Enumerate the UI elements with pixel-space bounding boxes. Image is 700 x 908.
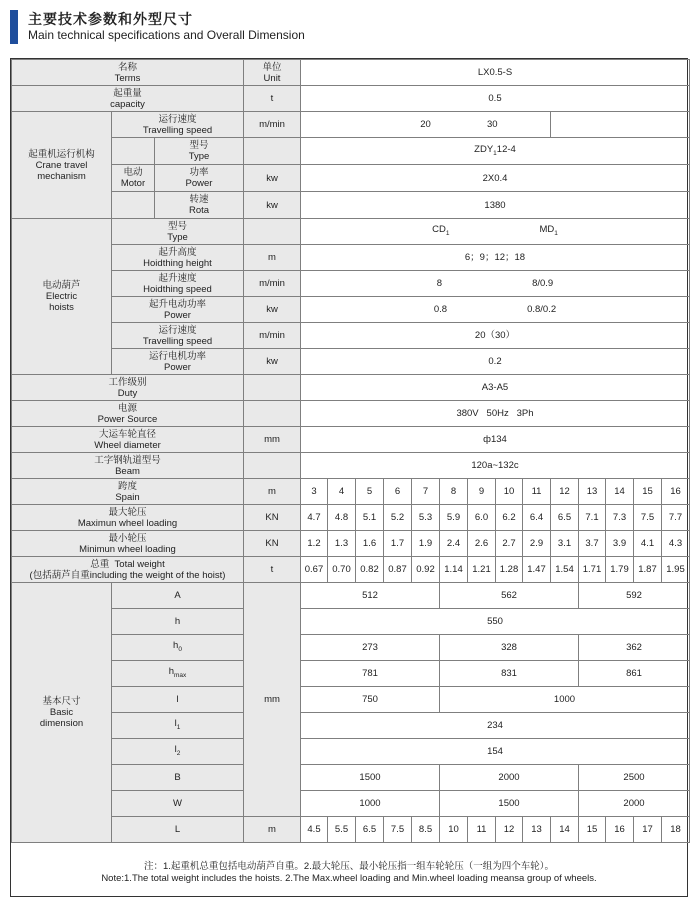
- min-load-unit: KN: [244, 531, 301, 557]
- hoist-travel-value: 20（30）: [301, 323, 690, 349]
- dim-L-cell: 8.5: [412, 817, 440, 843]
- weight-cell: 1.21: [468, 557, 496, 583]
- max-load-cell: 5.2: [384, 505, 412, 531]
- footnote: [11, 861, 687, 885]
- dim-W-label: W: [112, 791, 244, 817]
- table-row: [12, 297, 690, 323]
- span-cell: 11: [523, 479, 551, 505]
- motor-spacer: [112, 138, 155, 164]
- span-label: 跨度 Spain: [12, 479, 244, 505]
- table-row: [12, 765, 690, 791]
- hoist-height-label: 起升高度 Hoidthing height: [112, 245, 244, 271]
- dim-L-cell: 5.5: [328, 817, 356, 843]
- table-row: [12, 245, 690, 271]
- dim-B-label: B: [112, 765, 244, 791]
- span-cell: 9: [468, 479, 496, 505]
- min-load-label: 最小轮压 Minimun wheel loading: [12, 531, 244, 557]
- min-load-cell: 3.9: [606, 531, 634, 557]
- weight-cell: 1.71: [579, 557, 606, 583]
- title-english: Main technical specifications and Overall Dimension: [28, 28, 305, 42]
- weight-cell: 1.28: [496, 557, 523, 583]
- table-row: [12, 375, 690, 401]
- crane-travel-value-1: 20: [301, 112, 551, 138]
- table-row: [12, 609, 690, 635]
- span-cell: 14: [606, 479, 634, 505]
- dim-A-value: 562: [440, 583, 579, 609]
- dim-B-value: 2000: [440, 765, 579, 791]
- crane-travel-value-2: 30: [551, 112, 690, 138]
- weight-unit: t: [244, 557, 301, 583]
- min-load-cell: 3.7: [579, 531, 606, 557]
- dim-L-cell: 14: [551, 817, 579, 843]
- max-load-cell: 5.9: [440, 505, 468, 531]
- table-row: [12, 713, 690, 739]
- dim-h0-label: $h_0$: [112, 635, 244, 661]
- max-load-cell: 7.3: [606, 505, 634, 531]
- table-row: [12, 453, 690, 479]
- min-load-cell: 1.9: [412, 531, 440, 557]
- beam-value: 120a~132c: [301, 453, 690, 479]
- head-unit-cell: 单位 Unit: [244, 60, 301, 86]
- hoist-tpower-value: 0.2: [301, 349, 690, 375]
- max-load-cell: 6.0: [468, 505, 496, 531]
- hoist-tpower-label: 运行电机功率 Power: [112, 349, 244, 375]
- crane-power-cell: 电动 Motor 功率 Power: [112, 165, 244, 192]
- span-cell: 4: [328, 479, 356, 505]
- dim-h0-value: 328: [440, 635, 579, 661]
- max-load-cell: 4.7: [301, 505, 328, 531]
- crane-type-unit: [244, 138, 301, 165]
- table-row: [12, 661, 690, 687]
- span-unit: m: [244, 479, 301, 505]
- hoist-type-value: $CD_1$ $MD_1$: [301, 219, 690, 245]
- min-load-cell: 2.4: [440, 531, 468, 557]
- span-cell: 10: [496, 479, 523, 505]
- dim-hmax-value: 831: [440, 661, 579, 687]
- table-row: [12, 583, 690, 609]
- max-load-unit: KN: [244, 505, 301, 531]
- weight-cell: 1.14: [440, 557, 468, 583]
- motor-spacer: [112, 192, 155, 218]
- min-load-cell: 3.1: [551, 531, 579, 557]
- dims-group-label: 基本尺寸 Basic dimension: [12, 583, 112, 843]
- max-load-cell: 5.3: [412, 505, 440, 531]
- max-load-cell: 5.1: [356, 505, 384, 531]
- min-load-cell: 4.3: [662, 531, 690, 557]
- crane-group-label: 起重机运行机构 Crane travel mechanism: [12, 112, 112, 219]
- footnote-chinese: 注：1.起重机总重包括电动葫芦自重。2.最大轮压、最小轮压指一组车轮轮压（一组为四个车轮）。: [143, 861, 555, 872]
- weight-cell: 1.95: [662, 557, 690, 583]
- table-row: [12, 60, 690, 86]
- dim-h-label: h: [112, 609, 244, 635]
- dim-L-cell: 11: [468, 817, 496, 843]
- table-row: [12, 86, 690, 112]
- crane-type-cell: 型号 Type: [112, 138, 244, 165]
- dim-B-value: 2500: [579, 765, 690, 791]
- beam-label: 工字钢轨道型号 Beam: [12, 453, 244, 479]
- span-cell: 16: [662, 479, 690, 505]
- span-cell: 6: [384, 479, 412, 505]
- hoist-height-unit: m: [244, 245, 301, 271]
- table-row: [12, 739, 690, 765]
- span-cell: 12: [551, 479, 579, 505]
- crane-rota-value: 1380: [301, 192, 690, 219]
- table-row: [12, 479, 690, 505]
- span-cell: 7: [412, 479, 440, 505]
- table-row: [12, 791, 690, 817]
- dim-h0-value: 273: [301, 635, 440, 661]
- power-source-label: 电源 Power Source: [12, 401, 244, 427]
- header-accent-bar: [10, 10, 18, 44]
- min-load-cell: 4.1: [634, 531, 662, 557]
- hoist-group-label: 电动葫芦 Electric hoists: [12, 219, 112, 375]
- dim-l-value: 1000: [440, 687, 690, 713]
- wheel-unit: mm: [244, 427, 301, 453]
- min-load-cell: 2.9: [523, 531, 551, 557]
- weight-cell: 0.70: [328, 557, 356, 583]
- max-load-cell: 6.4: [523, 505, 551, 531]
- dim-W-value: 1000: [301, 791, 440, 817]
- motor-label: 电动 Motor: [112, 165, 155, 191]
- weight-cell: 0.67: [301, 557, 328, 583]
- max-load-cell: 7.5: [634, 505, 662, 531]
- dim-L-cell: 4.5: [301, 817, 328, 843]
- crane-type-value: $ZDY_112-4$: [301, 138, 690, 165]
- hoist-power-label: 起升电动功率 Power: [112, 297, 244, 323]
- table-row: [12, 323, 690, 349]
- hoist-type-label: 型号 Type: [112, 219, 244, 245]
- dim-L-cell: 17: [634, 817, 662, 843]
- dim-A-value: 592: [579, 583, 690, 609]
- max-load-cell: 4.8: [328, 505, 356, 531]
- dim-l1-value: 234: [301, 713, 690, 739]
- weight-label: 总重 Total weight (包括葫芦自重including the weight of the hoist): [12, 557, 244, 583]
- min-load-cell: 1.7: [384, 531, 412, 557]
- span-cell: 5: [356, 479, 384, 505]
- dim-A-value: 512: [301, 583, 440, 609]
- beam-unit: [244, 453, 301, 479]
- min-load-cell: 2.6: [468, 531, 496, 557]
- dim-L-cell: 18: [662, 817, 690, 843]
- dim-L-unit: m: [244, 817, 301, 843]
- min-load-cell: 1.6: [356, 531, 384, 557]
- table-row: [12, 219, 690, 245]
- table-row: [12, 505, 690, 531]
- dim-L-cell: 13: [523, 817, 551, 843]
- spec-table: [11, 59, 690, 843]
- power-source-unit: [244, 401, 301, 427]
- table-row: [12, 192, 690, 219]
- table-row: [12, 165, 690, 192]
- hoist-power-unit: kw: [244, 297, 301, 323]
- dim-L-cell: 12: [496, 817, 523, 843]
- weight-cell: 0.92: [412, 557, 440, 583]
- dim-B-value: 1500: [301, 765, 440, 791]
- crane-rota-unit: kw: [244, 192, 301, 219]
- max-load-label: 最大轮压 Maximun wheel loading: [12, 505, 244, 531]
- dim-W-value: 2000: [579, 791, 690, 817]
- dim-L-label: L: [112, 817, 244, 843]
- dim-l2-label: $l_2$: [112, 739, 244, 765]
- capacity-value: 0.5: [301, 86, 690, 112]
- span-cell: 3: [301, 479, 328, 505]
- weight-cell: 1.79: [606, 557, 634, 583]
- dim-l-label: l: [112, 687, 244, 713]
- weight-cell: 1.87: [634, 557, 662, 583]
- hoist-tpower-unit: kw: [244, 349, 301, 375]
- hoist-type-unit: [244, 219, 301, 245]
- table-row: [12, 271, 690, 297]
- title-chinese: 主要技术参数和外型尺寸: [28, 11, 193, 27]
- weight-cell: 1.54: [551, 557, 579, 583]
- table-row: [12, 138, 690, 165]
- crane-rota-cell: 转速 Rota: [112, 192, 244, 219]
- dim-A-label: A: [112, 583, 244, 609]
- table-row: [12, 349, 690, 375]
- hoist-travel-unit: m/min: [244, 323, 301, 349]
- hoist-height-value: 6；9；12；18: [301, 245, 690, 271]
- dim-h-value: 550: [301, 609, 690, 635]
- weight-cell: 1.47: [523, 557, 551, 583]
- dim-W-value: 1500: [440, 791, 579, 817]
- span-cell: 15: [634, 479, 662, 505]
- max-load-cell: 7.1: [579, 505, 606, 531]
- duty-value: A3-A5: [301, 375, 690, 401]
- weight-cell: 0.87: [384, 557, 412, 583]
- capacity-unit: t: [244, 86, 301, 112]
- crane-power-unit: kw: [244, 165, 301, 192]
- table-row: [12, 817, 690, 843]
- power-source-value: 380V 50Hz 3Ph: [301, 401, 690, 427]
- span-cell: 13: [579, 479, 606, 505]
- dim-hmax-value: 861: [579, 661, 690, 687]
- head-model-cell: LX0.5-S: [301, 60, 690, 86]
- dim-L-cell: 16: [606, 817, 634, 843]
- dim-hmax-label: $h_{max}$: [112, 661, 244, 687]
- dim-hmax-value: 781: [301, 661, 440, 687]
- head-name-cell: 名称 Terms: [12, 60, 244, 86]
- dim-l1-label: $l_1$: [112, 713, 244, 739]
- dim-h0-value: 362: [579, 635, 690, 661]
- hoist-speed-value: 8 8/0.9: [301, 271, 690, 297]
- table-row: [12, 401, 690, 427]
- table-row: [12, 635, 690, 661]
- min-load-cell: 2.7: [496, 531, 523, 557]
- dim-L-cell: 7.5: [384, 817, 412, 843]
- hoist-speed-unit: m/min: [244, 271, 301, 297]
- crane-power-value: 2X0.4: [301, 165, 690, 192]
- hoist-speed-label: 起升速度 Hoidthing speed: [112, 271, 244, 297]
- wheel-value: ф134: [301, 427, 690, 453]
- table-row: [12, 112, 690, 138]
- hoist-power-value: 0.8 0.8/0.2: [301, 297, 690, 323]
- table-row: [12, 687, 690, 713]
- crane-travel-label: 运行速度 Travelling speed: [112, 112, 244, 138]
- dim-L-cell: 6.5: [356, 817, 384, 843]
- dim-l2-value: 154: [301, 739, 690, 765]
- crane-travel-unit: m/min: [244, 112, 301, 138]
- dim-L-cell: 10: [440, 817, 468, 843]
- duty-label: 工作级别 Duty: [12, 375, 244, 401]
- wheel-label: 大运车轮直径 Wheel diameter: [12, 427, 244, 453]
- min-load-cell: 1.3: [328, 531, 356, 557]
- table-row: [12, 427, 690, 453]
- dim-l-value: 750: [301, 687, 440, 713]
- min-load-cell: 1.2: [301, 531, 328, 557]
- hoist-travel-label: 运行速度 Travelling speed: [112, 323, 244, 349]
- capacity-label: 起重量 capacity: [12, 86, 244, 112]
- dim-L-cell: 15: [579, 817, 606, 843]
- footnote-english: Note:1.The total weight includes the hoists. 2.The Max.wheel loading and Min.wheel loading meansa group of wheels.: [101, 873, 597, 884]
- duty-unit: [244, 375, 301, 401]
- max-load-cell: 7.7: [662, 505, 690, 531]
- table-row: [12, 531, 690, 557]
- table-row: [12, 557, 690, 583]
- span-cell: 8: [440, 479, 468, 505]
- max-load-cell: 6.2: [496, 505, 523, 531]
- weight-cell: 0.82: [356, 557, 384, 583]
- max-load-cell: 6.5: [551, 505, 579, 531]
- dims-unit: mm: [244, 583, 301, 817]
